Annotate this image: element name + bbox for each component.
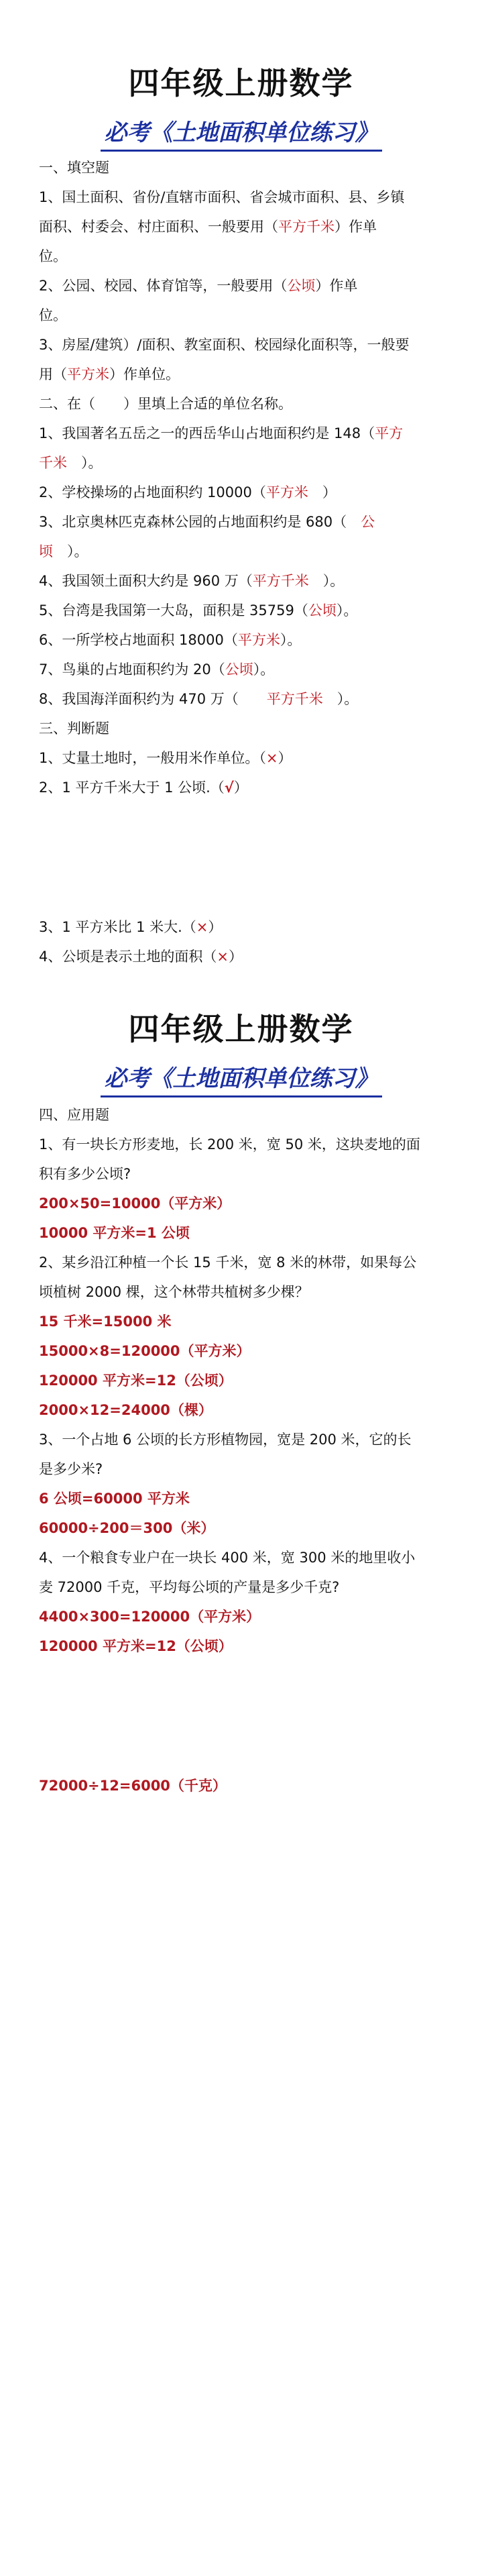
- answer: 平方米: [237, 632, 280, 648]
- question-line: 用（平方米）作单位。: [39, 366, 180, 382]
- solution-line: 120000 平方米=12（公顷）: [39, 1373, 233, 1389]
- answer: 平方: [375, 425, 404, 441]
- solution-line: 120000 平方米=12（公顷）: [39, 1638, 233, 1654]
- solution-line: 60000÷200＝300（米）: [39, 1520, 215, 1536]
- question-line: 2、1 平方千米大于 1 公顷.（√）: [39, 780, 248, 796]
- section-heading: 四、应用题: [39, 1107, 109, 1123]
- solution-line: 4400×300=120000（平方米）: [39, 1609, 261, 1625]
- question-line: 位。: [39, 307, 67, 323]
- question-line: 位。: [39, 248, 67, 264]
- answer: 公: [361, 514, 375, 530]
- page-subtitle: 必考《土地面积单位练习》: [0, 1060, 482, 1097]
- answer: 公顷: [287, 278, 316, 294]
- section-heading: 一、填空题: [39, 160, 109, 176]
- answer: 平方千米: [252, 573, 309, 589]
- question-line: 1、丈量土地时，一般用米作单位。（×）: [39, 750, 292, 766]
- question-line: 7、鸟巢的占地面积约为 20（公顷）。: [39, 661, 275, 678]
- answer: ×: [265, 750, 278, 766]
- question-line: 2、某乡沿江种植一个长 15 千米，宽 8 米的林带，如果每公: [39, 1254, 417, 1271]
- question-line: 1、有一块长方形麦地，长 200 米，宽 50 米，这块麦地的面: [39, 1136, 420, 1152]
- question-line: 麦 72000 千克，平均每公顷的产量是多少千克?: [39, 1579, 340, 1595]
- answer: 公顷: [225, 661, 253, 678]
- answer: ×: [196, 919, 208, 935]
- question-line: 3、1 平方米比 1 米大.（×）: [39, 919, 223, 935]
- section-heading: 二、在（ ）里填上合适的单位名称。: [39, 396, 292, 412]
- question-line: 8、我国海洋面积约为 470 万（ 平方千米 ）。: [39, 691, 359, 707]
- question-line: 2、学校操场的占地面积约 10000（平方米 ）: [39, 484, 337, 500]
- question-line: 是多少米?: [39, 1461, 103, 1477]
- question-line: 顷 ）。: [39, 543, 88, 559]
- question-line: 6、一所学校占地面积 18000（平方米）。: [39, 632, 302, 648]
- answer: 千米: [39, 455, 67, 471]
- question-line: 4、一个粮食专业户在一块长 400 米，宽 300 米的地里收小: [39, 1550, 416, 1566]
- answer: 平方米: [67, 366, 109, 382]
- answer: 顷: [39, 543, 53, 559]
- check-mark-icon: √: [224, 780, 234, 796]
- question-line: 5、台湾是我国第一大岛，面积是 35759（公顷）。: [39, 602, 358, 619]
- answer: 平方米: [265, 484, 308, 500]
- question-line: 千米 ）。: [39, 455, 103, 471]
- question-line: 2、公园、校园、体育馆等，一般要用（公顷）作单: [39, 278, 358, 294]
- solution-line: 200×50=10000（平方米）: [39, 1195, 231, 1212]
- solution-line: 72000÷12=6000（千克）: [39, 1778, 227, 1794]
- page-subtitle: 必考《土地面积单位练习》: [0, 114, 482, 152]
- page-title: 四年级上册数学: [128, 1011, 354, 1047]
- question-line: 1、我国著名五岳之一的西岳华山占地面积约是 148（平方: [39, 425, 404, 441]
- question-line: 3、一个占地 6 公顷的长方形植物园，宽是 200 米，它的长: [39, 1432, 412, 1448]
- question-line: 顷植树 2000 棵，这个林带共植树多少棵？: [39, 1284, 309, 1300]
- question-line: 4、公顷是表示土地的面积（×）: [39, 949, 243, 965]
- answer: 平方千米: [278, 219, 335, 235]
- solution-line: 2000×12=24000（棵）: [39, 1402, 213, 1418]
- answer: 平方千米: [266, 691, 323, 707]
- solution-line: 15000×8=120000（平方米）: [39, 1343, 251, 1359]
- question-line: 积有多少公顷?: [39, 1166, 131, 1182]
- solution-line: 6 公顷=60000 平方米: [39, 1491, 190, 1507]
- question-line: 1、国土面积、省份/直辖市面积、省会城市面积、县、乡镇: [39, 189, 405, 205]
- question-line: 4、我国领土面积大约是 960 万（平方千米 ）。: [39, 573, 345, 589]
- page-title: 四年级上册数学: [128, 65, 354, 101]
- answer: ×: [217, 949, 229, 965]
- question-line: 面积、村委会、村庄面积、一般要用（平方千米）作单: [39, 219, 377, 235]
- question-line: 3、房屋/建筑）/面积、教室面积、校园绿化面积等，一般要: [39, 337, 410, 353]
- solution-line: 10000 平方米=1 公顷: [39, 1225, 190, 1241]
- question-line: 3、北京奥林匹克森林公园的占地面积约是 680（ 公: [39, 514, 375, 530]
- section-heading: 三、判断题: [39, 720, 109, 737]
- answer: 公顷: [308, 602, 337, 619]
- solution-line: 15 千米=15000 米: [39, 1313, 172, 1330]
